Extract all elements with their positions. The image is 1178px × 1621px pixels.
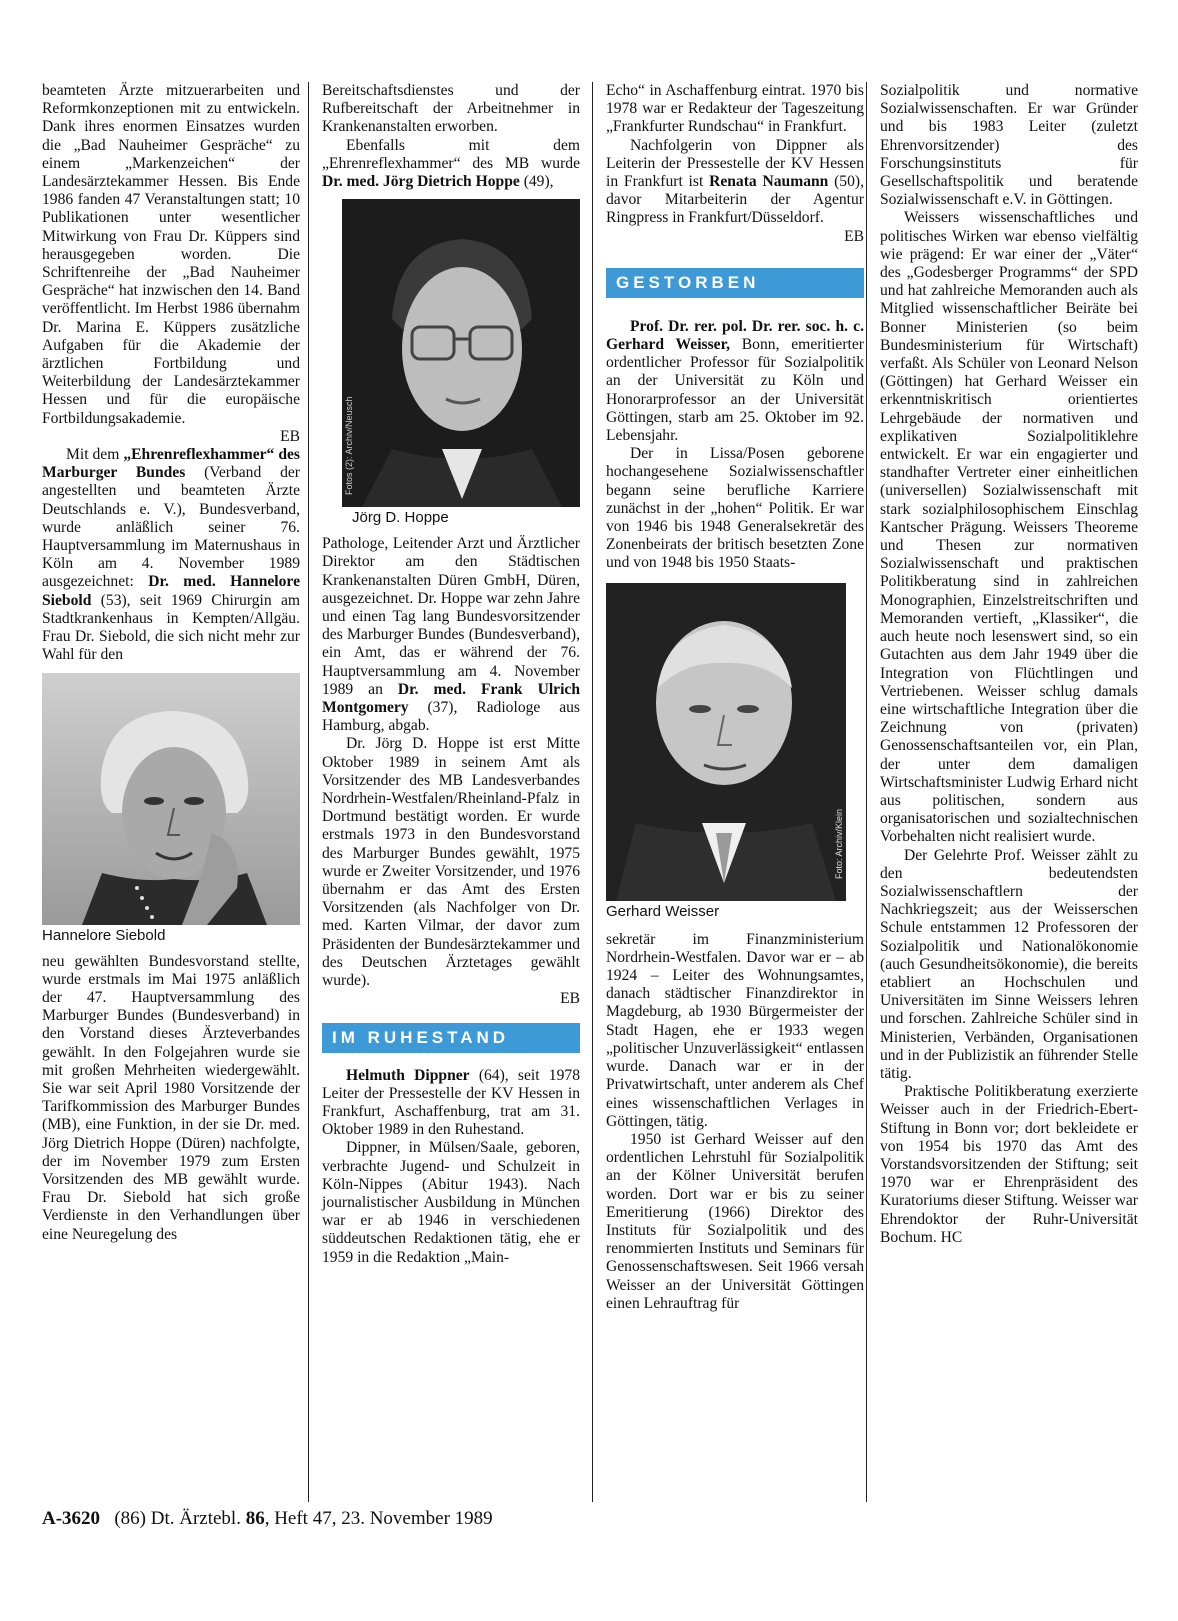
footer-issue: , Heft 47, 23. November 1989 (264, 1508, 493, 1529)
person-name: Dr. med. Frank Ulrich Montgomery (322, 680, 581, 717)
column-4 (880, 82, 1138, 1247)
paragraph: Echo“ in Aschaffenburg eintrat. 1970 bis 1978 war er Redakteur der Tageszeitung „Frankfurter Rundschau“ in Frankfurt. (606, 82, 864, 136)
author-initials: EB (280, 427, 300, 445)
author-initials: EB (560, 990, 580, 1008)
person-name: Dr. med. Hannelore Siebold (42, 573, 300, 609)
column-2 (322, 82, 580, 1267)
person-name: Prof. Dr. rer. pol. Dr. rer. soc. h. c. Gerhard Weisser, (606, 317, 864, 354)
column-divider (592, 82, 593, 1502)
paragraph: Dr. Jörg D. Hoppe ist erst Mitte Oktober 1989 in seinem Amt als Vorsitzender des MB Landesverbandes Nordrhein-Westfalen/Rheinland-Pfalz in Dortmund bestätigt worden. Er wurde erstmals 1973 in den Bundesvorstand des Marburger Bundes gewählt, 1975 wurde er Zweiter Vorsitzender, und 1976 übernahm er das Amt des Ersten Vorsitzenden (als Nachfolger von Dr. med. Karten Vilmar, der davor zum Präsidenten der Bundesärztekammer und des Deutschen Ärztetages gewählt wurde). (322, 735, 580, 990)
paragraph: Ebenfalls mit dem „Ehrenreflexhammer“ des MB wurde Dr. med. Jörg Dietrich Hoppe (49), (322, 136, 580, 191)
portrait-photo-weisser (606, 583, 846, 901)
paragraph: sekretär im Finanzministerium Nordrhein-Westfalen. Davor war er – ab 1924 – Leiter des Wohnungsamtes, danach städtischer Finanzdirektor in Magdeburg, ab 1930 Bürgermeister der Stadt Hagen, ehe er 1933 wegen „politischer Unzuverlässigkeit“ entlassen wurde. Danach war er in der Privatwirtschaft, unter anderem als Chef eines wissenschaftlichen Verlages in Göttingen, tätig. (606, 930, 864, 1130)
page-footer (42, 1508, 493, 1530)
paragraph: 1950 ist Gerhard Weisser auf den ordentlichen Lehrstuhl für Sozialpolitik an der Kölner Universität berufen worden. Dort war er bis zu seiner Emeritierung (1966) Direktor des Instituts für Sozialpolitik und des renommierten Instituts und Seminars für Genossenschaftswesen. Seit 1966 versah Weisser an der Universität Göttingen einen Lehrauftrag für (606, 1130, 864, 1312)
paragraph: Sozialpolitik und normative Sozialwissenschaften. Er war Gründer und bis 1983 Leiter (zuletzt Ehrenvorsitzender) des Forschungsinstituts für Gesellschaftspolitik und beratende Sozialwissenschaft e.V. in Göttingen. (880, 82, 1138, 209)
paragraph: Praktische Politikberatung exerzierte Weisser auch in der Friedrich-Ebert-Stiftung in Bonn vor; dort bekleidete er von 1954 bis 1970 das Amt des Vorstandsvorsitzenden der Stiftung; seit 1970 war er Ehrenpräsident des Kuratoriums dieser Stiftung. Weisser war Ehrendoktor der Ruhr-Universität Bochum. HC (880, 1083, 1138, 1246)
column-3 (606, 82, 864, 1313)
paragraph: Dippner, in Mülsen/Saale, geboren, verbrachte Jugend- und Schulzeit in Köln-Nippes (Abitur 1943). Nach journalistischer Ausbildung in München war er ab 1946 in verschiedenen süddeutschen Redaktionen tätig, ehe er 1959 in die Redaktion „Main- (322, 1139, 580, 1266)
portrait-image (606, 583, 846, 901)
section-heading-gestorben: GESTORBEN (606, 268, 864, 298)
author-initials: HC (940, 1228, 963, 1246)
paragraph: Nachfolgerin von Dippner als Leiterin der Pressestelle der KV Hessen in Frankfurt ist Renata Naumann (50), davor Mitarbeiterin der Agentur Ringpress in Frankfurt/Düsseldorf. (606, 136, 864, 227)
photo-caption: Gerhard Weisser (606, 902, 720, 920)
paragraph: Helmuth Dippner (64), seit 1978 Leiter der Pressestelle der KV Hessen in Frankfurt, Aschaffenburg, trat am 31. Oktober 1989 in den Ruhestand. (322, 1066, 580, 1139)
paragraph: beamteten Ärzte mitzuerarbeiten und Reformkonzeptionen mit zu entwickeln. Dank ihres enormen Einsatzes wurden die „Bad Nauheimer Gespräche“ zu einem „Markenzeichen“ der Landesärztekammer Hessen. Bis Ende 1986 fanden 47 Veranstaltungen statt; 10 Publikationen unter wesentlicher Mitwirkung von Frau Dr. Küppers sind herausgegeben worden. Die Schriftenreihe der „Bad Nauheimer Gespräche“ hat inzwischen den 14. Band veröffentlicht. Im Herbst 1986 übernahm Dr. Marina E. Küppers zusätzliche Aufgaben für die Akademie der ärztlichen Fortbildung und Weiterbildung der Landesärztekammer Hessen und für die europäische Fortbildungsakademie. (42, 82, 300, 427)
paragraph: Prof. Dr. rer. pol. Dr. rer. soc. h. c. Gerhard Weisser, Bonn, emeritierter ordentlicher Professor für Sozialpolitik an der Universität zu Köln und Honorarprofessor an der Universität Göttingen, starb am 25. Oktober im 92. Lebensjahr. (606, 317, 864, 445)
person-name: Dr. med. Jörg Dietrich Hoppe (322, 173, 520, 191)
person-name: Renata Naumann (709, 173, 829, 191)
paragraph: Bereitschaftsdienstes und der Rufbereitschaft der Arbeitnehmer in Krankenanstalten erworben. (322, 82, 580, 136)
paragraph: Pathologe, Leitender Arzt und Ärztlicher Direktor am den Städtischen Krankenanstalten Düren GmbH, Düren, ausgezeichnet. Dr. Hoppe war zehn Jahre und einen Tag lang Bundesvorsitzender des Marburger Bundes (Bundesverband), ein Amt, das er während der 76. Hauptversammlung am 4. November 1989 an Dr. med. Frank Ulrich Montgomery (37), Radiologe aus Hamburg, abgab. (322, 535, 581, 735)
column-divider (866, 82, 867, 1502)
paragraph: Weissers wissenschaftliches und politisches Wirken war ebenso vielfältig wie prägend: Er war einer der „Väter“ des „Godesberger Programms“ der SPD und hat zahlreiche Memoranden auch als Mitglied wissenschaftlicher Beiräte bei Bonner Ministerien (so beim Bundesministerium für Wirtschaft) verfaßt. Als Schüler von Leonard Nelson (Göttingen) hat Gerhard Weisser ein erkenntniskritisch orientiertes Lehrgebäude der normativen und explikativen Sozialpolitiklehre entwickelt. Er war ein engagierter und standhafter Vertreter einer einheitlichen (universellen) Sozialwissenschaft mit stark sozialphilosophischem Einschlag Kantscher Prägung. Weissers Theoreme und Thesen zur normativen Sozialwissenschaft und praktischen Politikberatung sind in zahlreichen Monographien, Einzelstreitschriften und Memoranden vertieft, „Klassiker“, die auch heute noch lesenswert sind, so ein Gutachten aus dem Jahr 1949 über die Integration von Flüchtlingen und Vertriebenen. Weisser schlug damals eine wirtschaftliche Integration über die Zeichnung von (privaten) Genossenschaftsanteilen vor, ein Plan, der unter dem damaligen Wirtschaftsminister Ludwig Erhard nicht aus politischen, sondern aus organisatorischen und sozialtechnischen Vorbehalten nicht realisiert wurde. (880, 209, 1138, 846)
volume-number: 86 (245, 1508, 265, 1529)
paragraph: neu gewählten Bundesvorstand stellte, wurde erstmals im Mai 1975 anläßlich der 47. Hauptversammlung des Marburger Bundes (Bundesverband) in den Vorstand dieses Ärzteverbandes gewählt. In den Folgejahren wurde sie mit großen Mehrheiten wiedergewählt. Sie war seit April 1980 Vorsitzende der Tarifkommission des Marburger Bundes (MB), eine Funktion, in der sie Dr. med. Jörg Dietrich Hoppe (Düren) nachfolgte, der im November 1979 zum Ersten Vorsitzenden des MB gewählt wurde. Frau Dr. Siebold hat sich große Verdienste in den Verhandlungen über eine Neuregelung des (42, 952, 300, 1243)
photo-credit: Foto: Archiv/Klein (834, 808, 844, 879)
page-code: A-3620 (42, 1508, 101, 1529)
portrait-photo-siebold (42, 673, 300, 925)
author-initials: EB (844, 227, 864, 245)
portrait-image (342, 199, 580, 507)
portrait-photo-hoppe (342, 199, 580, 507)
paragraph: Mit dem „Ehrenreflexhammer“ des Marburger Bundes (Verband der angestellten und beamteten Ärzte Deutschlands e. V.), Bundesverband, wurde anläßlich seiner 76. Hauptversammlung im Maternushaus in Köln am 4. November 1989 ausgezeichnet: Dr. med. Hannelore Siebold (53), seit 1969 Chirurgin am Stadtkrankenhaus in Kempten/Allgäu. Frau Dr. Siebold, die sich nicht mehr zur Wahl für den (42, 446, 300, 664)
column-1 (42, 82, 300, 1244)
photo-caption: Hannelore Siebold (42, 926, 166, 944)
photo-caption: Jörg D. Hoppe (352, 509, 449, 527)
award-name: „Ehrenreflexhammer“ des Marburger Bundes (42, 446, 300, 482)
section-heading-ruhestand: IM RUHESTAND (322, 1023, 580, 1053)
footer-text: (86) Dt. Ärztebl. (114, 1508, 246, 1529)
portrait-image (42, 673, 300, 925)
column-divider (308, 82, 309, 1502)
paragraph: Der Gelehrte Prof. Weisser zählt zu den bedeutendsten Sozialwissenschaftlern der Nachkriegszeit; aus der Weisserschen Schule entstammen 12 Professoren der Sozialpolitik und Nationalökonomie (auch Gesundheitsökonomie), die bereits etabliert an Hochschulen und Universitäten im Sinne Weissers lehren und forschen. Zahlreiche Schüler sind in Ministerien, Verbänden, Organisationen und in der Publizistik an führender Stelle tätig. (880, 846, 1138, 1082)
person-name: Helmuth Dippner (346, 1066, 470, 1084)
photo-credit: Fotos (2): Archiv/Neusch (344, 396, 354, 496)
paragraph: Der in Lissa/Posen geborene hochangesehene Sozialwissenschaftler begann seine berufliche Karriere zunächst in der „hohen“ Politik. Er war von 1946 bis 1948 Generalsekretär des Zonenbeirats der britisch besetzten Zone und von 1948 bis 1950 Staats- (606, 445, 864, 572)
